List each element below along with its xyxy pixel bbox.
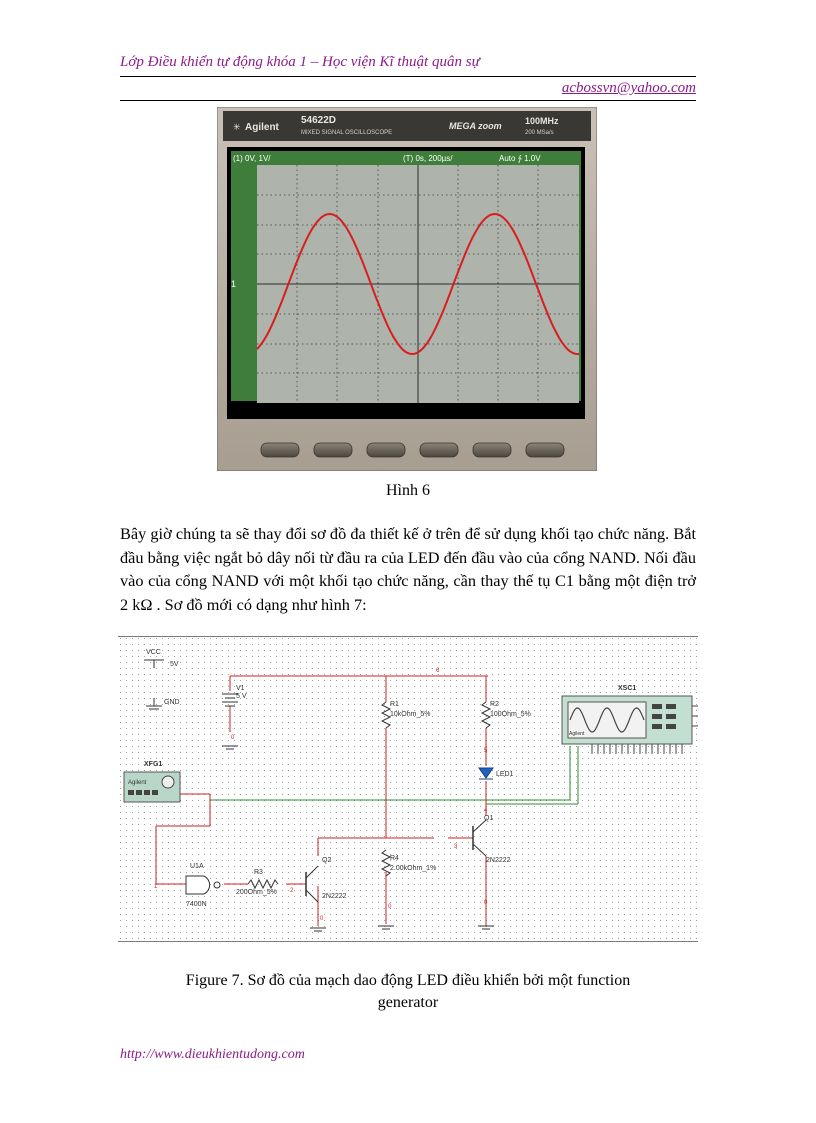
r4-label: R4 <box>390 855 399 862</box>
xfg-label: XFG1 <box>144 761 163 768</box>
node-0d: 0 <box>484 900 488 906</box>
node-4: 4 <box>484 808 488 814</box>
oscilloscope-image <box>217 107 597 471</box>
figure-7-caption-line-2: generator <box>377 994 439 1011</box>
r2-value: 100Ohm_5% <box>490 711 531 718</box>
header-rule-bottom <box>120 100 696 101</box>
scope-softkey-3[interactable] <box>367 443 405 457</box>
q2-label: Q2 <box>322 857 332 864</box>
scope-softkey-4[interactable] <box>420 443 458 457</box>
u1-type: 7400N <box>186 901 207 908</box>
scope-bandwidth: 100MHz <box>525 116 559 126</box>
scope-softkey-5[interactable] <box>473 443 511 457</box>
node-2: 2 <box>290 888 294 894</box>
scope-brand: Agilent <box>245 122 279 133</box>
scope-softkey-1[interactable] <box>261 443 299 457</box>
scope-channel-readout: (1) 0V, 1V/ <box>233 154 271 163</box>
scope-model: 54622D <box>301 115 337 126</box>
node-0c: 0 <box>320 916 324 922</box>
vcc-value: 5V <box>170 661 179 668</box>
figure-6-caption: Hình 6 <box>386 482 430 499</box>
v1-value: 5 V <box>236 693 247 700</box>
header-rule-top <box>120 76 696 77</box>
vcc-label: VCC <box>146 649 161 656</box>
q2-type: 2N2222 <box>322 893 347 900</box>
header-email-link[interactable]: acbossvn@yahoo.com <box>561 80 696 96</box>
xsc-brand: Agilent <box>569 731 585 737</box>
r2-label: R2 <box>490 701 499 708</box>
node-3: 3 <box>454 844 458 850</box>
scope-sample-rate: 200 MSa/s <box>525 130 554 136</box>
q1-label: Q1 <box>484 815 494 822</box>
v1-label: V1 <box>236 685 245 692</box>
node-6: 6 <box>436 668 440 674</box>
figure-7-caption-line-1: Figure 7. Sơ đồ của mạch dao động LED điều khiển bởi một function <box>185 972 631 989</box>
node-0a: 0 <box>231 735 235 741</box>
scope-model-sub: MIXED SIGNAL OSCILLOSCOPE <box>301 130 393 136</box>
schematic-diagram <box>118 636 698 942</box>
node-1: 1 <box>154 884 158 890</box>
scope-trigger-readout: Auto ∱ 1.0V <box>499 154 541 163</box>
node-5: 5 <box>484 748 488 754</box>
scope-ground-marker: 1 <box>231 279 237 289</box>
xsc-label: XSC1 <box>618 685 637 692</box>
node-0b: 0 <box>388 904 392 910</box>
r3-label: R3 <box>254 869 263 876</box>
scope-time-readout: (T) 0s, 200µs/ <box>403 154 453 163</box>
footer-url-link[interactable]: http://www.dieukhientudong.com <box>120 1047 305 1062</box>
figure-7-caption <box>120 970 696 1014</box>
scope-megazoom: MEGA zoom <box>449 121 502 131</box>
scope-softkey-6[interactable] <box>526 443 564 457</box>
r1-label: R1 <box>390 701 399 708</box>
body-paragraph: Bây giờ chúng ta sẽ thay đổi sơ đồ đa thiết kế ở trên để sử dụng khối tạo chức năng. Bắt đầu bằng việc ngắt bỏ dây nối từ đầu ra của LED đến đầu vào của cổng NAND. Nối đầu vào của cổng NAND với một khối tạo chức năng, cần thay thế tụ C1 bằng một điện trở 2 kΩ . Sơ đồ mới có dạng như hình 7: <box>120 524 696 614</box>
led-label: LED1 <box>496 771 514 778</box>
xfg-brand: Agilent <box>128 780 147 786</box>
r1-value: 10kOhm_5% <box>390 711 431 718</box>
u1-label: U1A <box>190 863 204 870</box>
gnd-label: GND <box>164 699 180 706</box>
q1-type: 2N2222 <box>486 857 511 864</box>
scope-softkey-2[interactable] <box>314 443 352 457</box>
r4-value: 2.00kOhm_1% <box>390 865 437 872</box>
header-title: Lớp Điều khiển tự động khóa 1 – Học viện Kĩ thuật quân sự <box>120 54 480 70</box>
scope-star-icon: ✳ <box>233 122 241 132</box>
r3-value: 200Ohm_5% <box>236 889 277 896</box>
